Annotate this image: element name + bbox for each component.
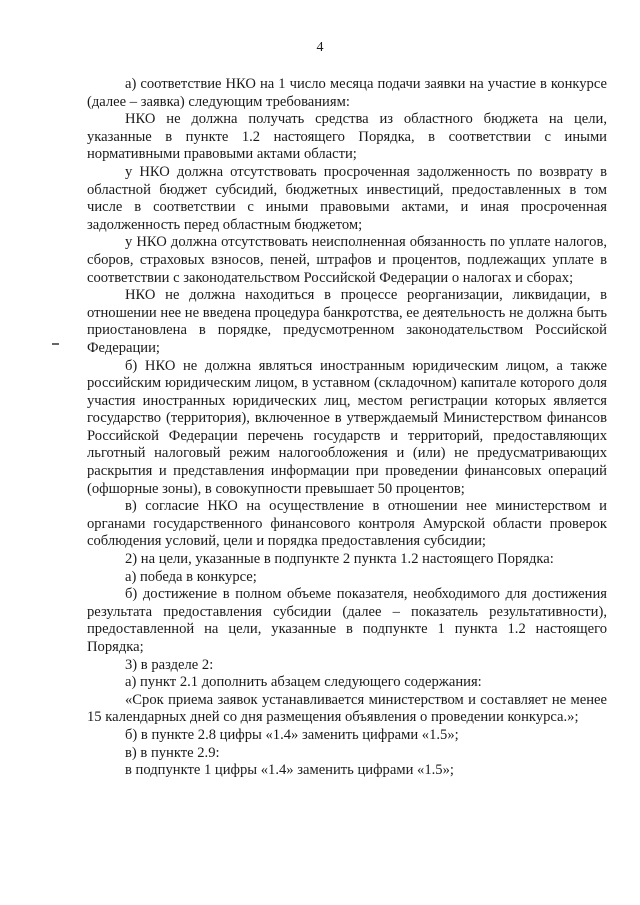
paragraph: а) победа в конкурсе; [125,568,257,585]
paragraph: «Срок приема заявок устанавливается министерством и составляет не менее 15 календарных дней со дня размещения объявления о проведении конкурса.»; [87,691,607,726]
paragraph: НКО не должна находиться в процессе реорганизации, ликвидации, в отношении нее не введена процедура банкротства, ее деятельность не должна быть приостановлена в порядке, предусмотренном законодательством Российской Федерации; [87,287,607,356]
paragraph: 3) в разделе 2: [125,656,214,673]
paragraph: в подпункте 1 цифры «1.4» заменить цифрами «1.5»; [125,762,454,779]
paragraph: в) согласие НКО на осуществление в отношении нее министерством и органами государственного финансового контроля Амурской области проверок соблюдения условий, цели и порядка предоставления субсидии; [87,498,607,550]
paragraph: б) достижение в полном объеме показателя, необходимого для достижения результата предоставления субсидии (далее – показатель результативности), предоставленной на цели, указанные в подпункте 1 пункта 1.2 настоящего Порядка; [87,586,607,655]
paragraph: в) в пункте 2.9: [125,744,220,761]
document-body [87,76,607,780]
page-number: 4 [316,40,324,55]
margin-mark [52,343,59,345]
paragraph: б) НКО не должна являться иностранным юридическим лицом, а также российским юридическим лицом, в уставном (складочном) капитале которого доля участия иностранных юридических лиц, местом регистрации которых является государство (территория), включенное в утверждаемый Министерством финансов Российской Федерации перечень государств и территорий, предоставляющих льготный налоговый режим налогообложения и (или) не предусматривающих раскрытия и представления информации при проведении финансовых операций (офшорные зоны), в совокупности превышает 50 процентов; [87,357,607,497]
paragraph: у НКО должна отсутствовать неисполненная обязанность по уплате налогов, сборов, страховых взносов, пеней, штрафов и процентов, подлежащих уплате в соответствии с законодательством Российской Федерации о налогах и сборах; [87,234,607,286]
paragraph: а) соответствие НКО на 1 число месяца подачи заявки на участие в конкурсе (далее – заявка) следующим требованиям: [87,76,607,110]
paragraph: б) в пункте 2.8 цифры «1.4» заменить цифрами «1.5»; [125,726,459,743]
paragraph: а) пункт 2.1 дополнить абзацем следующего содержания: [125,674,482,691]
paragraph: НКО не должна получать средства из областного бюджета на цели, указанные в пункте 1.2 настоящего Порядка, в соответствии с иными нормативными правовыми актами области; [87,111,607,163]
paragraph: у НКО должна отсутствовать просроченная задолженность по возврату в областной бюджет субсидий, бюджетных инвестиций, предоставленных в том числе в соответствии с иными правовыми актами, и иная просроченная задолженность перед областным бюджетом; [87,163,607,233]
paragraph: 2) на цели, указанные в подпункте 2 пункта 1.2 настоящего Порядка: [125,551,554,568]
